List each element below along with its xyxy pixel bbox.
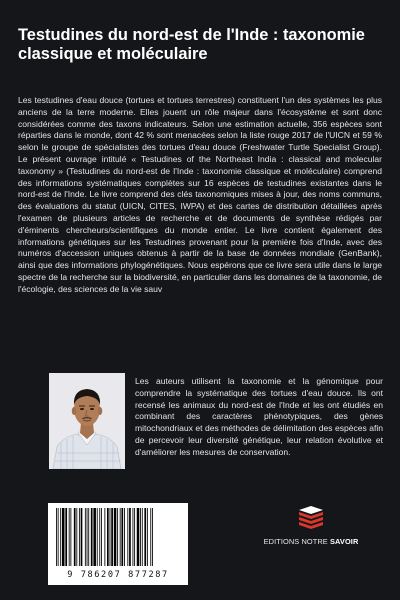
book-description: Les testudines d'eau douce (tortues et tortues terrestres) constituent l'un des systèmes les plus anciens de la terre moderne. Elles jouent un rôle majeur dans l'écosystème et sont donc considérées comme des taxons indicateurs. Selon une estimation actuelle, 356 espèces sont réparties dans le monde, dont 42 % sont menacées selon la liste rouge 2017 de l'UICN et 59 % selon le groupe de spécialistes des tortues d'eau douce (Freshwater Turtle Specialist Group). Le présent ouvrage intitulé « Testudines of the Northeast India : classical and molecular taxonomy » (Testudines du nord-est de l'Inde : taxonomie classique et moléculaire) comprend des informations systématiques complètes sur 16 espèces de testudines existantes dans le nord-est de l'Inde. Le livre comprend des clés taxonomiques mises à jour, des noms communs, des évaluations du statut (UICN, CITES, IWPA) et des cartes de distribution détaillées après l'examen de plusieurs articles de recherche et de documents de synthèse rédigés par d'éminents chercheurs/scientifiques du monde entier. Le livre contient également des informations génétiques sur les Testudines provenant pour la première fois d'Inde, avec des numéros d'accession uniques obtenus à partir de la base de données mondiale (GenBank), ainsi que des informations phylogénétiques. Nous espérons que ce livre sera utile dans le large spectre de la recherche sur la biodiversité, en particulier dans les domaines de la taxonomie, de l'écologie, des sciences de la vie sauv [18,95,382,294]
author-photo [49,373,125,469]
publisher-name [257,537,365,546]
stacked-books-icon [295,501,327,533]
barcode-bars [54,508,182,568]
publisher-name-emphasis: SAVOIR [330,537,359,546]
book-title: Testudines du nord-est de l'Inde : taxonomie classique et moléculaire [18,26,365,63]
publisher-name-prefix: EDITIONS NOTRE [263,537,330,546]
publisher-block [257,501,365,551]
author-portrait-image [49,373,125,469]
isbn-barcode [48,503,188,585]
author-biography: Les auteurs utilisent la taxonomie et la génomique pour comprendre la systématique des tortues d'eau douce. Ils ont recensé les animaux du nord-est de l'Inde et les ont étudiés en combinant des caractères phénotypiques, des gènes mitochondriaux et des méthodes de délimitation des espèces afin de percevoir leur diversité génétique, leur relation évolutive et d'améliorer les mesures de conservation. [135,376,383,457]
barcode-digits: 9 786207 877287 [67,570,169,580]
